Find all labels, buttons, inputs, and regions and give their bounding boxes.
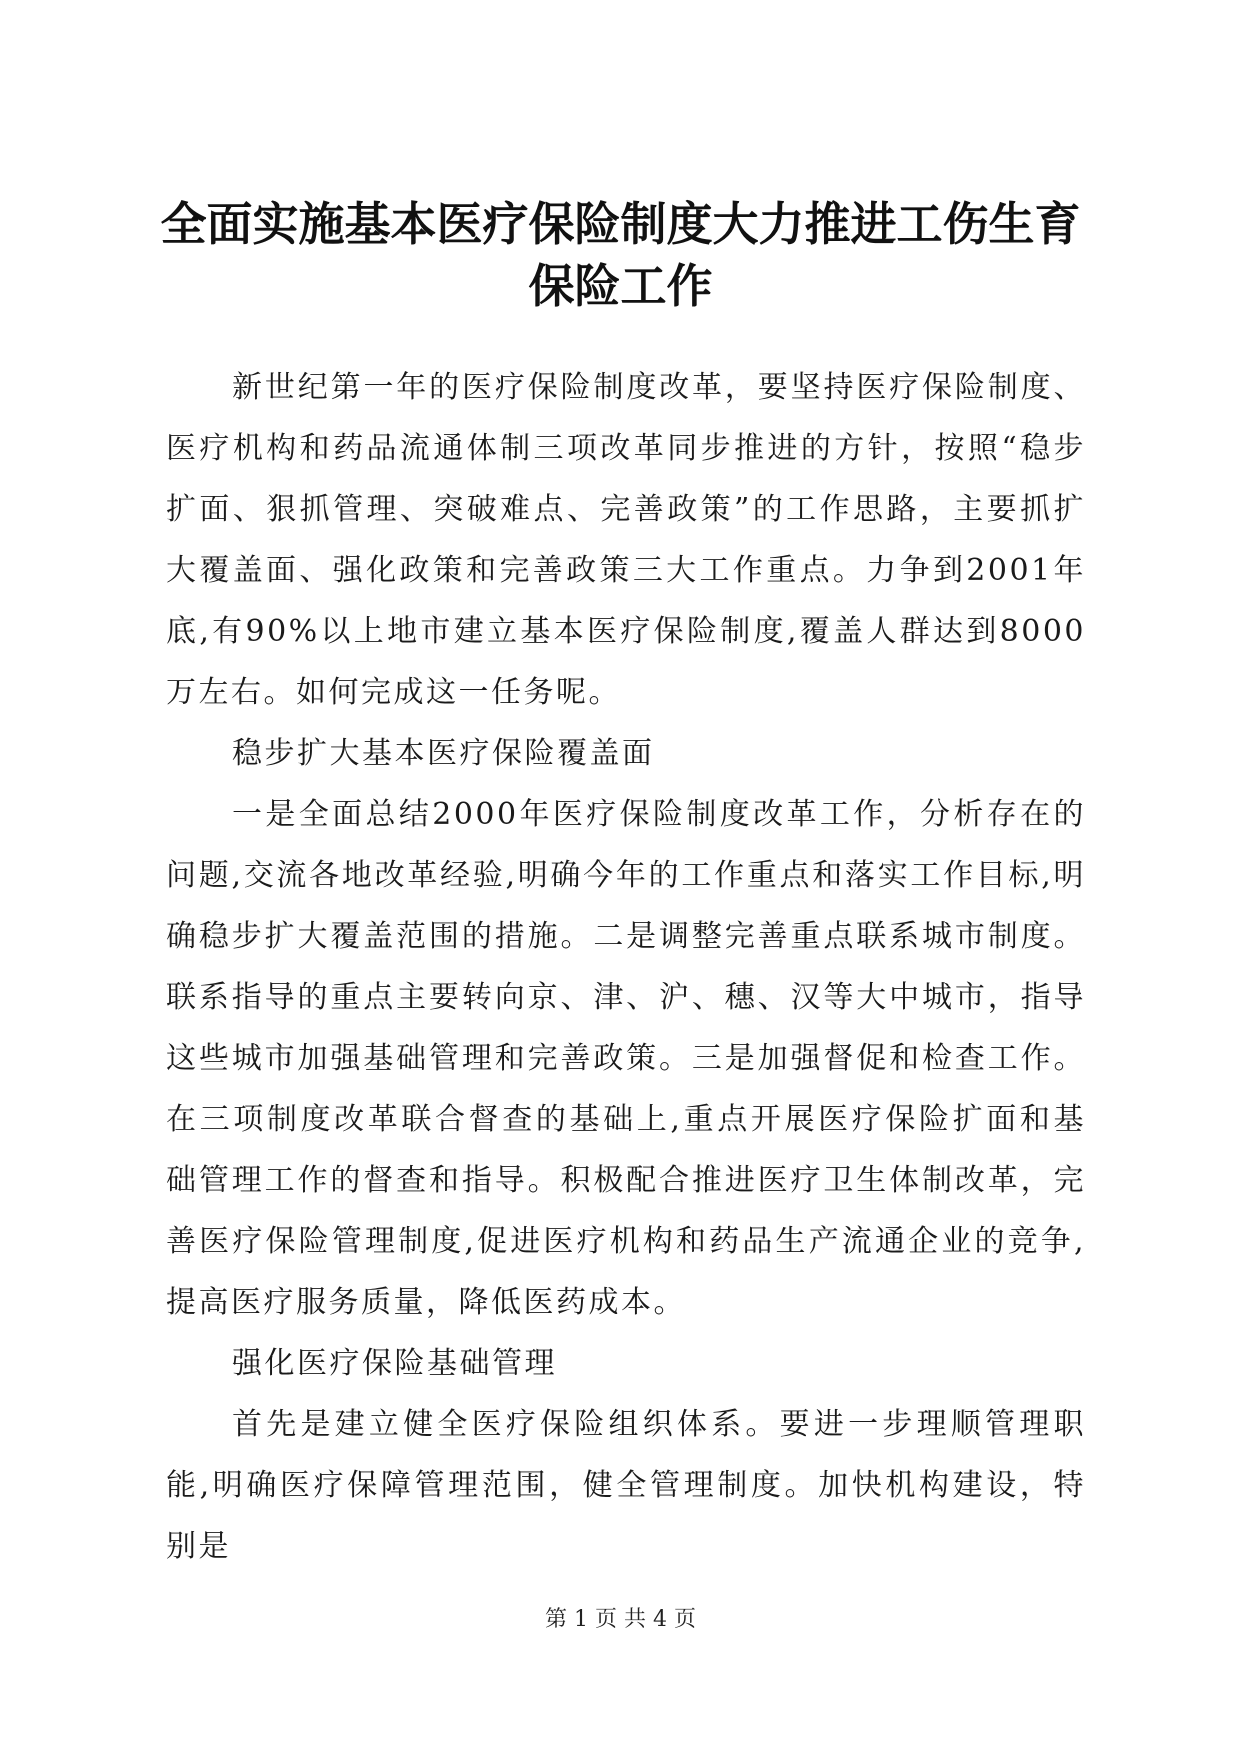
section-heading-strengthen-management: 强化医疗保险基础管理 bbox=[232, 1346, 557, 1381]
document-body bbox=[166, 357, 1086, 1577]
paragraph-strengthen-management: 首先是建立健全医疗保险组织体系。要进一步理顺管理职能,明确医疗保障管理范围，健全管理制度。加快机构建设，特别是 bbox=[166, 1407, 1086, 1564]
section-heading-expand-coverage: 稳步扩大基本医疗保险覆盖面 bbox=[232, 736, 655, 771]
page-footer: 第 1 页 共 4 页 bbox=[545, 1607, 696, 1632]
paragraph-expand-coverage: 一是全面总结2000年医疗保险制度改革工作，分析存在的问题,交流各地改革经验,明确今年的工作重点和落实工作目标,明确稳步扩大覆盖范围的措施。二是调整完善重点联系城市制度。联系指导的重点主要转向京、津、沪、穗、汉等大中城市，指导这些城市加强基础管理和完善政策。三是加强督促和检查工作。在三项制度改革联合督查的基础上,重点开展医疗保险扩面和基础管理工作的督查和指导。积极配合推进医疗卫生体制改革，完善医疗保险管理制度,促进医疗机构和药品生产流通企业的竞争,提高医疗服务质量，降低医药成本。 bbox=[166, 797, 1086, 1320]
paragraph-intro: 新世纪第一年的医疗保险制度改革，要坚持医疗保险制度、医疗机构和药品流通体制三项改革同步推进的方针，按照“稳步扩面、狠抓管理、突破难点、完善政策”的工作思路，主要抓扩大覆盖面、强化政策和完善政策三大工作重点。力争到2001年底,有90%以上地市建立基本医疗保险制度,覆盖人群达到8000万左右。如何完成这一任务呢。 bbox=[166, 370, 1086, 710]
document-title: 全面实施基本医疗保险制度大力推进工伤生育保险工作 bbox=[160, 197, 1081, 313]
